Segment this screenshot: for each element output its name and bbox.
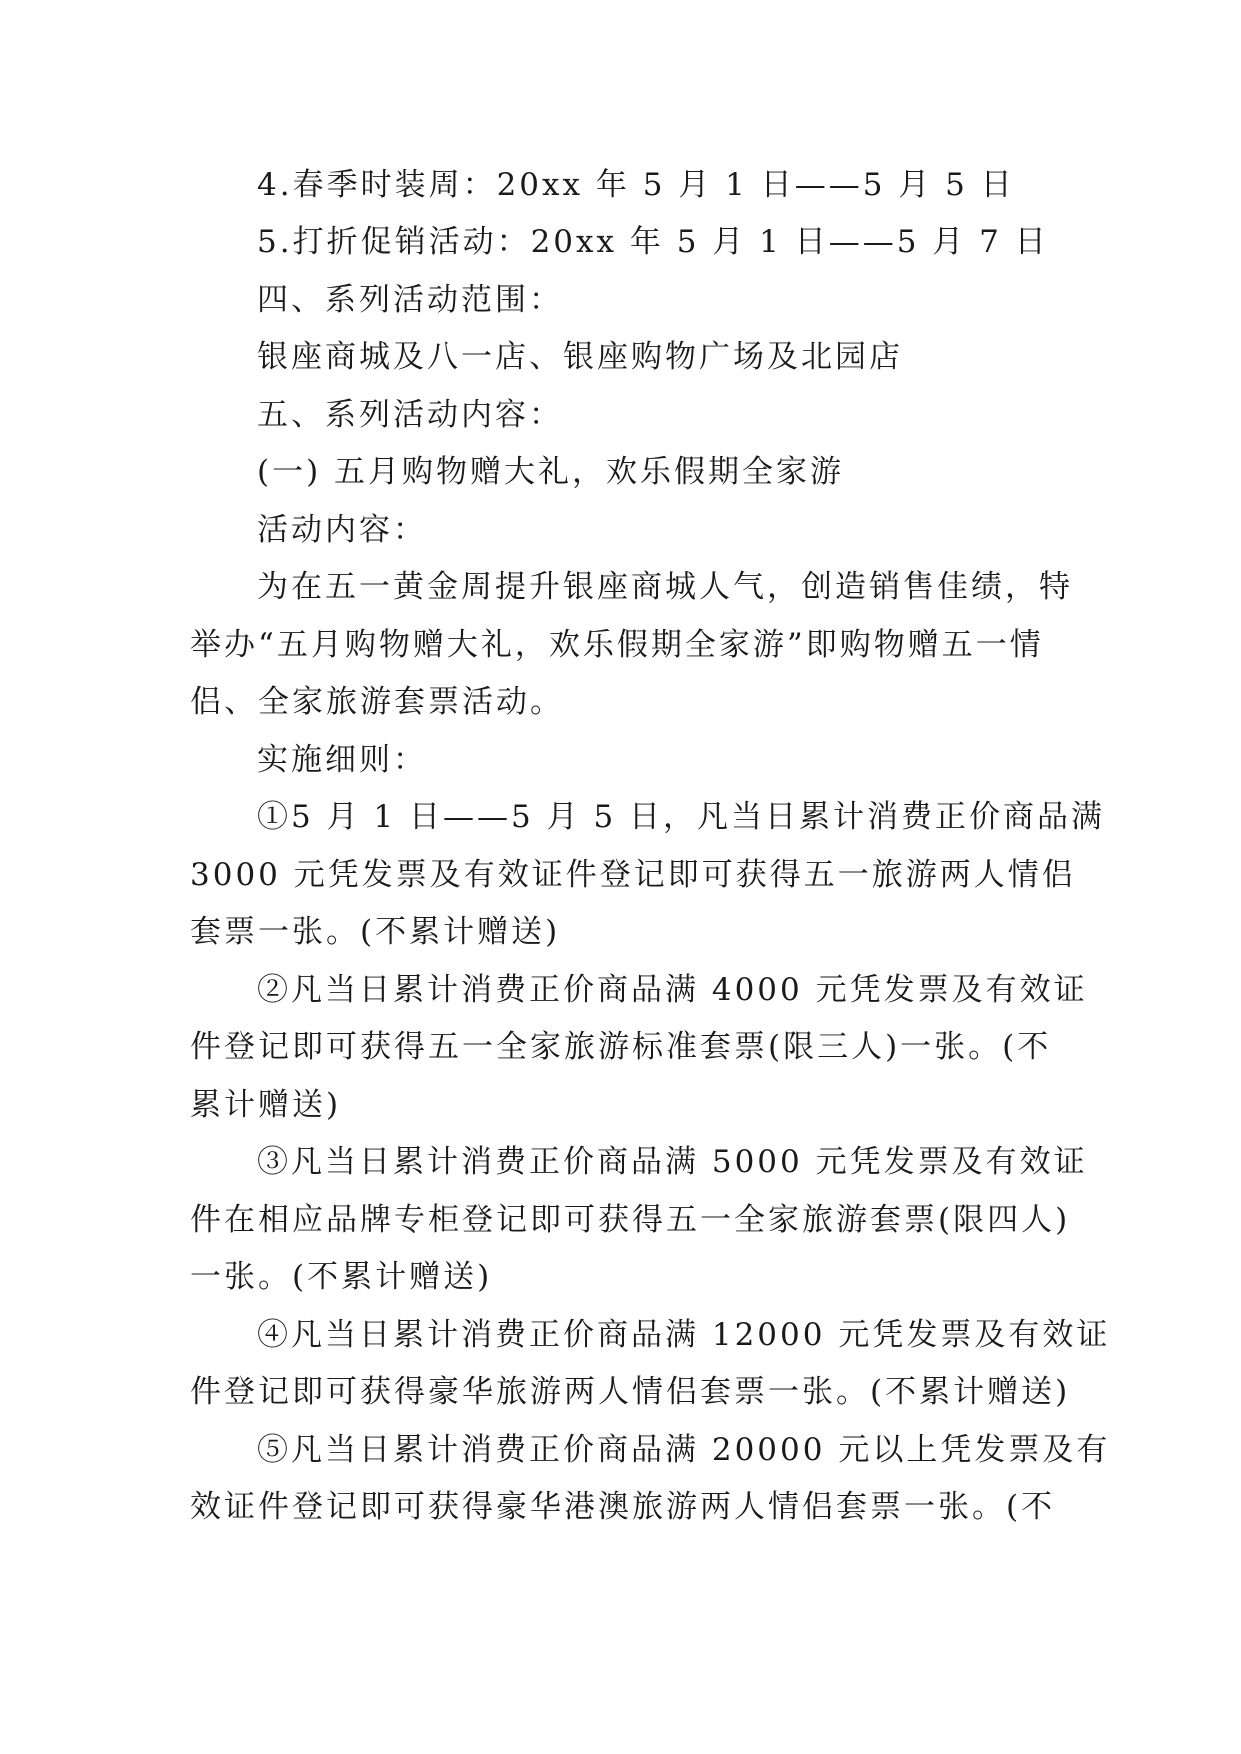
rule-3-line: 件在相应品牌专柜登记即可获得五一全家旅游套票(限四人) — [190, 1202, 1071, 1238]
rule-3-line: 一张。(不累计赠送) — [190, 1259, 493, 1295]
schedule-item-5: 5.打折促销活动：20xx 年 5 月 1 日——5 月 7 日 — [257, 224, 1049, 260]
rule-1-line: 3000 元凭发票及有效证件登记即可获得五一旅游两人情侣 — [190, 857, 1076, 893]
scope-text: 银座商城及八一店、银座购物广场及北园店 — [257, 339, 903, 375]
rule-5-line: 效证件登记即可获得豪华港澳旅游两人情侣套票一张。(不 — [190, 1489, 1056, 1525]
rule-3-line: ③凡当日累计消费正价商品满 5000 元凭发票及有效证 — [257, 1144, 1088, 1180]
section-heading-scope: 四、系列活动范围： — [257, 282, 563, 318]
rule-2-line: ②凡当日累计消费正价商品满 4000 元凭发票及有效证 — [257, 972, 1088, 1008]
implementation-label: 实施细则： — [257, 742, 427, 778]
paragraph-line: 举办“五月购物赠大礼，欢乐假期全家游”即购物赠五一情 — [190, 627, 1044, 663]
schedule-item-4: 4.春季时装周：20xx 年 5 月 1 日——5 月 5 日 — [257, 167, 1015, 203]
rule-2-line: 件登记即可获得五一全家旅游标准套票(限三人)一张。(不 — [190, 1029, 1052, 1065]
section-heading-content: 五、系列活动内容： — [257, 397, 563, 433]
activity-content-label: 活动内容： — [257, 512, 427, 548]
rule-2-line: 累计赠送) — [190, 1087, 342, 1123]
subsection-heading-1: (一) 五月购物赠大礼，欢乐假期全家游 — [257, 454, 845, 490]
rule-1-line: ①5 月 1 日——5 月 5 日，凡当日累计消费正价商品满 — [257, 799, 1106, 835]
rule-4-line: ④凡当日累计消费正价商品满 12000 元凭发票及有效证 — [257, 1317, 1111, 1353]
rule-4-line: 件登记即可获得豪华旅游两人情侣套票一张。(不累计赠送) — [190, 1374, 1071, 1410]
rule-5-line: ⑤凡当日累计消费正价商品满 20000 元以上凭发票及有 — [257, 1432, 1111, 1468]
rule-1-line: 套票一张。(不累计赠送) — [190, 914, 561, 950]
paragraph-line: 为在五一黄金周提升银座商城人气，创造销售佳绩，特 — [257, 569, 1073, 605]
paragraph-line: 侣、全家旅游套票活动。 — [190, 684, 564, 720]
